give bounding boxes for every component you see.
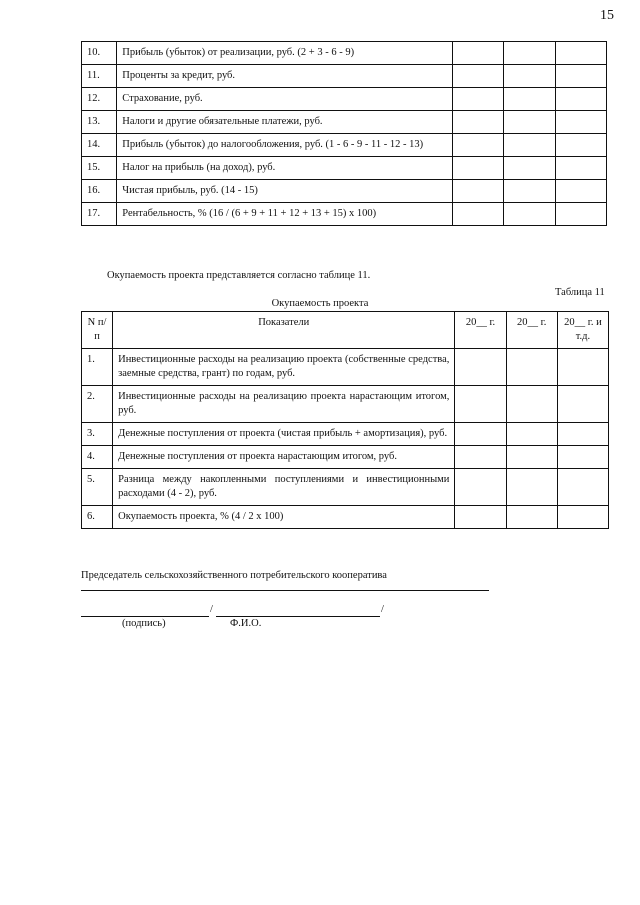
value-cell xyxy=(506,349,557,386)
header-indicator: Показатели xyxy=(113,312,455,349)
row-label: Инвестиционные расходы на реализацию проекта (собственные средства, заемные средства, грант) по годам, руб. xyxy=(113,349,455,386)
row-number: 17. xyxy=(82,203,117,226)
value-cell xyxy=(452,157,503,180)
value-cell xyxy=(504,134,555,157)
row-number: 10. xyxy=(82,42,117,65)
row-number: 5. xyxy=(82,469,113,506)
table-row xyxy=(82,506,609,529)
value-cell xyxy=(452,42,503,65)
header-year-2: 20__ г. xyxy=(506,312,557,349)
row-label: Денежные поступления от проекта нарастающим итогом, руб. xyxy=(113,446,455,469)
value-cell xyxy=(555,203,606,226)
value-cell xyxy=(557,506,608,529)
table-row xyxy=(82,111,607,134)
value-cell xyxy=(504,111,555,134)
value-cell xyxy=(452,203,503,226)
page-number: 15 xyxy=(600,8,614,23)
row-number: 15. xyxy=(82,157,117,180)
value-cell xyxy=(506,423,557,446)
value-cell xyxy=(504,65,555,88)
signature-label: (подпись) xyxy=(122,618,166,629)
row-label: Рентабельность, % (16 / (6 + 9 + 11 + 12 + 13 + 15) x 100) xyxy=(117,203,453,226)
value-cell xyxy=(555,65,606,88)
header-num: N п/п xyxy=(82,312,113,349)
value-cell xyxy=(555,42,606,65)
row-label: Чистая прибыль, руб. (14 - 15) xyxy=(117,180,453,203)
signature-line xyxy=(81,616,209,617)
row-label: Разница между накопленными поступлениями и инвестиционными расходами (4 - 2), руб. xyxy=(113,469,455,506)
value-cell xyxy=(506,446,557,469)
header-year-1: 20__ г. xyxy=(455,312,506,349)
row-number: 12. xyxy=(82,88,117,111)
table-row xyxy=(82,88,607,111)
value-cell xyxy=(455,386,506,423)
value-cell xyxy=(455,469,506,506)
value-cell xyxy=(506,506,557,529)
value-cell xyxy=(557,469,608,506)
value-cell xyxy=(506,386,557,423)
row-label: Денежные поступления от проекта (чистая прибыль + амортизация), руб. xyxy=(113,423,455,446)
row-number: 2. xyxy=(82,386,113,423)
row-label: Окупаемость проекта, % (4 / 2 x 100) xyxy=(113,506,455,529)
value-cell xyxy=(504,203,555,226)
value-cell xyxy=(452,65,503,88)
value-cell xyxy=(555,180,606,203)
payback-table xyxy=(81,311,609,529)
profit-table xyxy=(81,41,607,226)
row-label: Прибыль (убыток) от реализации, руб. (2 + 3 - 6 - 9) xyxy=(117,42,453,65)
value-cell xyxy=(557,386,608,423)
row-label: Налоги и другие обязательные платежи, руб. xyxy=(117,111,453,134)
table-row xyxy=(82,157,607,180)
value-cell xyxy=(504,88,555,111)
table-row xyxy=(82,446,609,469)
table-row xyxy=(82,349,609,386)
row-number: 16. xyxy=(82,180,117,203)
row-label: Страхование, руб. xyxy=(117,88,453,111)
signature-slash: / xyxy=(210,604,213,615)
value-cell xyxy=(506,469,557,506)
table-header-row xyxy=(82,312,609,349)
value-cell xyxy=(452,111,503,134)
table-row xyxy=(82,386,609,423)
row-number: 13. xyxy=(82,111,117,134)
table-row xyxy=(82,65,607,88)
value-cell xyxy=(557,446,608,469)
value-cell xyxy=(452,180,503,203)
value-cell xyxy=(504,157,555,180)
row-label: Проценты за кредит, руб. xyxy=(117,65,453,88)
value-cell xyxy=(455,506,506,529)
value-cell xyxy=(455,446,506,469)
row-label: Налог на прибыль (на доход), руб. xyxy=(117,157,453,180)
row-number: 4. xyxy=(82,446,113,469)
table-caption: Таблица 11 xyxy=(555,287,605,298)
table-row xyxy=(82,134,607,157)
table-row xyxy=(82,469,609,506)
chairman-line xyxy=(81,590,489,591)
row-number: 1. xyxy=(82,349,113,386)
value-cell xyxy=(557,349,608,386)
intro-text: Окупаемость проекта представляется согласно таблице 11. xyxy=(107,270,371,281)
fio-label: Ф.И.О. xyxy=(230,618,262,629)
value-cell xyxy=(555,88,606,111)
row-label: Прибыль (убыток) до налогообложения, руб. (1 - 6 - 9 - 11 - 12 - 13) xyxy=(117,134,453,157)
value-cell xyxy=(452,88,503,111)
value-cell xyxy=(455,349,506,386)
value-cell xyxy=(452,134,503,157)
value-cell xyxy=(555,157,606,180)
chairman-label: Председатель сельскохозяйственного потребительского кооператива xyxy=(81,570,387,581)
table-row xyxy=(82,203,607,226)
table-row xyxy=(82,423,609,446)
value-cell xyxy=(455,423,506,446)
value-cell xyxy=(557,423,608,446)
value-cell xyxy=(504,42,555,65)
value-cell xyxy=(555,134,606,157)
fio-line xyxy=(216,616,380,617)
fio-slash: / xyxy=(381,604,384,615)
row-number: 14. xyxy=(82,134,117,157)
row-number: 3. xyxy=(82,423,113,446)
row-label: Инвестиционные расходы на реализацию проекта нарастающим итогом, руб. xyxy=(113,386,455,423)
value-cell xyxy=(555,111,606,134)
table-title: Окупаемость проекта xyxy=(271,298,369,309)
row-number: 6. xyxy=(82,506,113,529)
header-year-3: 20__ г. и т.д. xyxy=(557,312,608,349)
value-cell xyxy=(504,180,555,203)
table-row xyxy=(82,42,607,65)
table-row xyxy=(82,180,607,203)
row-number: 11. xyxy=(82,65,117,88)
